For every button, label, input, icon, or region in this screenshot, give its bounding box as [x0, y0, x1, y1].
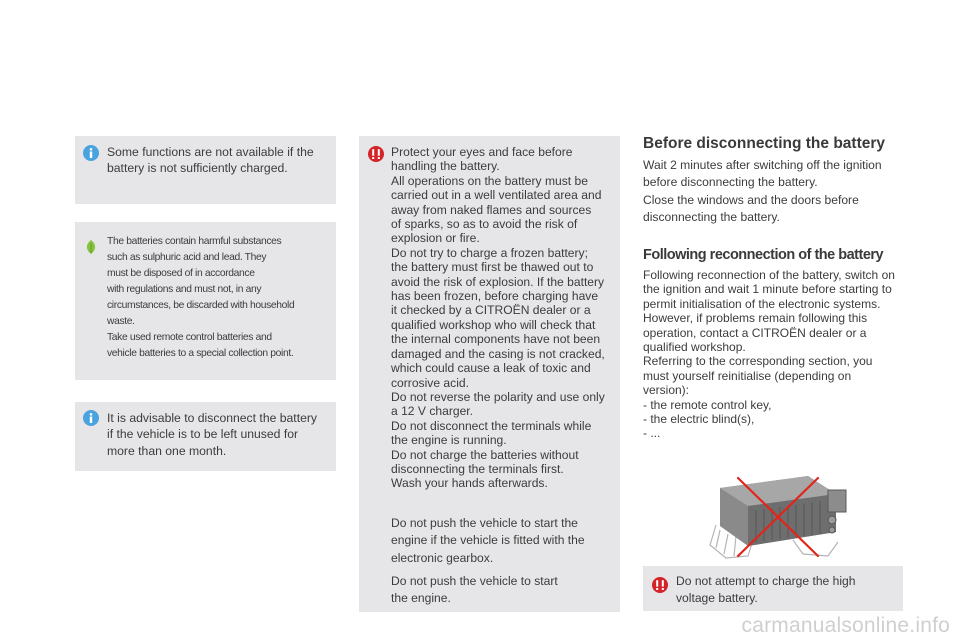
eco-box-disposal: [75, 222, 336, 380]
info-box-disconnect: [75, 402, 336, 471]
hv-battery-illustration: [708, 470, 858, 562]
info-icon: [83, 145, 99, 161]
info-icon: [83, 410, 99, 426]
warning-icon: [367, 146, 385, 162]
push-start-text-gearbox: Do not push the vehicle to start the engine if the vehicle is fitted with the electronic gearbox.: [391, 516, 585, 565]
warning-box-hv-battery: [643, 566, 903, 611]
warning-icon: [651, 577, 669, 593]
text-following-reconnection: Following reconnection of the battery, switch on the ignition and wait 1 minute before starting to permit initialisation of the electronic systems. However, if problems remain following this operation, contact a CITROËN dealer or a qualified workshop. Referring to the corresponding section, you must yourself reinitialise (depending on version): - the remote control key, - the electric blind(s), - ...: [643, 268, 895, 441]
push-start-text: Do not push the vehicle to start the engine.: [391, 574, 558, 606]
info-box-charge: [75, 136, 336, 204]
heading-before-disconnecting: Before disconnecting the battery: [643, 135, 886, 152]
warning-box-battery-safety: [359, 136, 620, 612]
leaf-icon: [83, 239, 99, 255]
eco-text-disposal: The batteries contain harmful substances such as sulphuric acid and lead. They must be disposed of in accordance with regulations and must not, in any circumstances, be discarded with household waste. Take used remote control batteries and vehicle batteries to a special collection point.: [107, 236, 295, 359]
text-before-disconnecting: Wait 2 minutes after switching off the ignition before disconnecting the battery. Close the windows and the doors before disconnecting the battery.: [643, 158, 882, 224]
info-text-charge: Some functions are not available if the battery is not sufficiently charged.: [107, 145, 314, 176]
warning-text-safety: Protect your eyes and face before handling the battery. All operations on the battery must be carried out in a well ventilated area and away from naked flames and sources of sparks, so as to avoid the risk of explosion or fire. Do not try to charge a frozen battery; the battery must first be thawed out to avoid the risk of explosion. If the battery has been frozen, before charging have it checked by a CITROËN dealer or a qualified workshop who will check that the internal components have not been damaged and the casing is not cracked, which could cause a leak of toxic and corrosive acid. Do not reverse the polarity and use only a 12 V charger. Do not disconnect the terminals while the engine is running. Do not charge the batteries without disconnecting the terminals first. Wash your hands afterwards.: [391, 145, 605, 491]
watermark: carmanualsonline.info: [741, 614, 950, 637]
warning-text-hv-battery: Do not attempt to charge the high voltage battery.: [676, 574, 856, 605]
info-text-disconnect: It is advisable to disconnect the battery if the vehicle is to be left unused for more than one month.: [107, 411, 318, 458]
heading-following-reconnection: Following reconnection of the battery: [643, 247, 884, 263]
